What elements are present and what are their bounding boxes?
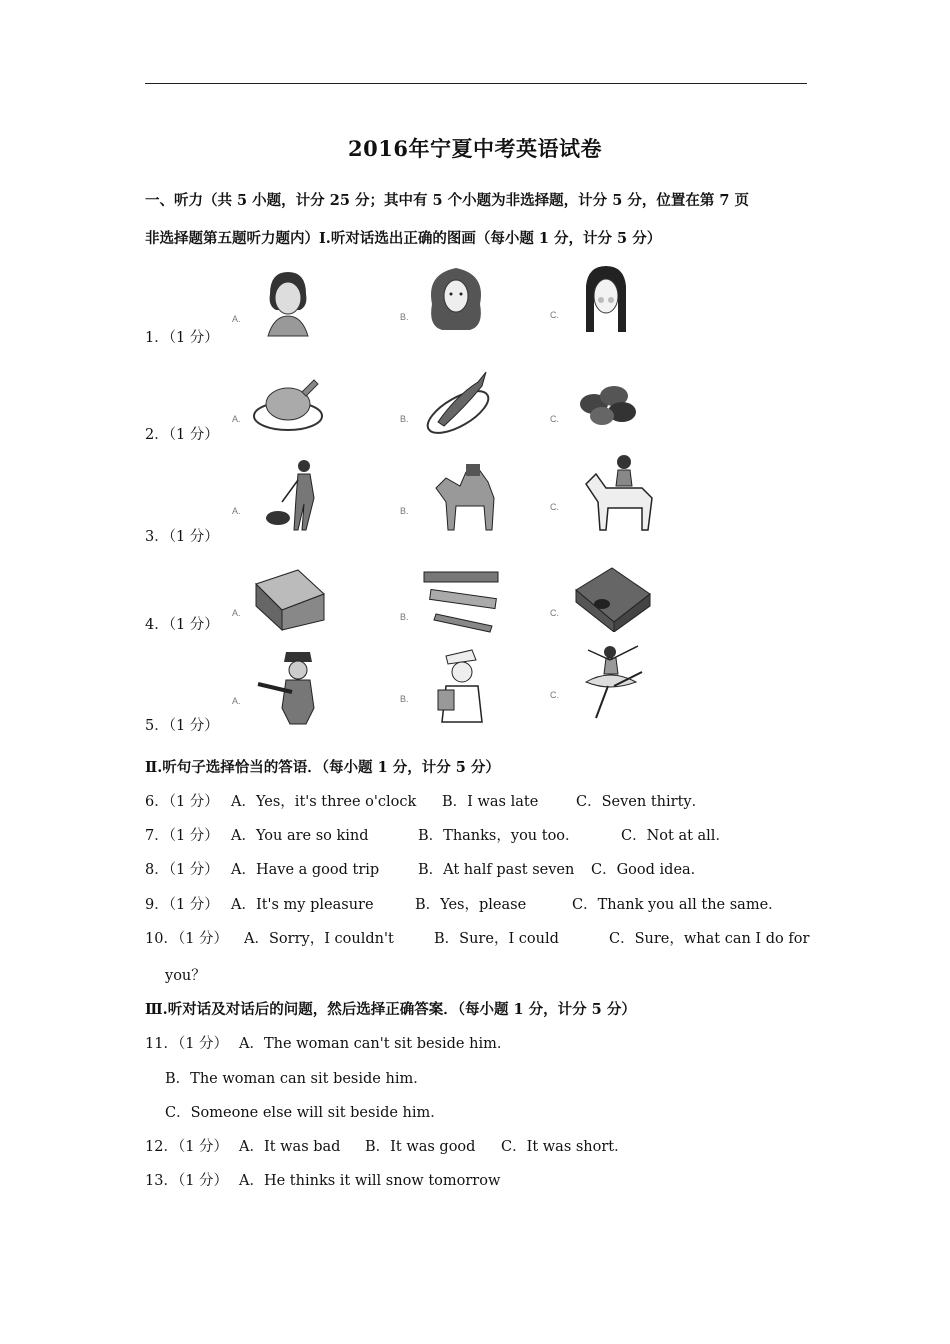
question-9-option-a[interactable]: A．It's my pleasure	[231, 897, 374, 913]
question-1-option-b[interactable]	[400, 264, 510, 342]
girl-long-hair-icon	[566, 262, 646, 334]
option-label: C.	[550, 690, 559, 700]
question-7-option-c[interactable]: C．Not at all．	[621, 828, 730, 844]
page-title: 2016年宁夏中考英语试卷	[348, 136, 602, 161]
question-4-option-b[interactable]	[400, 564, 510, 642]
question-1-option-a[interactable]	[232, 266, 342, 344]
question-7-option-a[interactable]: A．You are so kind	[231, 828, 369, 844]
question-6-option-c[interactable]: C．Seven thirty．	[576, 794, 707, 810]
question-12-number: 12．（1 分）	[145, 1139, 229, 1155]
question-6-option-b[interactable]: B．I was late	[442, 794, 539, 810]
question-4-option-c[interactable]	[550, 560, 660, 638]
question-7-option-b[interactable]: B．Thanks，you too．	[418, 828, 580, 844]
question-2-option-a[interactable]	[232, 366, 342, 444]
woman-curly-hair-icon	[416, 264, 496, 336]
question-10-option-b[interactable]: B．Sure，I could	[434, 931, 559, 947]
fish-plate-icon	[416, 366, 496, 438]
question-3-number: 3．（1 分）	[145, 529, 219, 545]
question-2-option-b[interactable]	[400, 366, 510, 444]
question-3-option-c[interactable]	[550, 454, 660, 532]
question-11-option-a[interactable]: A．The woman can't sit beside him．	[239, 1036, 512, 1052]
soldier-icon	[248, 648, 338, 726]
option-label: B.	[400, 694, 409, 704]
woman-short-hair-icon	[248, 266, 328, 338]
question-4-number: 4．（1 分）	[145, 617, 219, 633]
question-12-option-a[interactable]: A．It was bad	[239, 1139, 341, 1155]
section1-instruction-line1: 一、听力（共 5 小题，计分 25 分；其中有 5 个小题为非选择题，计分 5 分，位置在第 7 页	[145, 192, 750, 209]
question-3-option-a[interactable]	[232, 458, 342, 536]
question-6-option-a[interactable]: A．Yes，it's three o'clock	[231, 794, 417, 810]
option-label: A.	[232, 608, 241, 618]
man-walking-dog-icon	[248, 458, 348, 534]
books-icon	[248, 560, 338, 632]
question-10-option-a[interactable]: A．Sorry，I couldn't	[244, 931, 394, 947]
question-11-number: 11．（1 分）	[145, 1036, 229, 1052]
option-label: C.	[550, 502, 559, 512]
question-8-option-b[interactable]: B．At half past seven	[418, 862, 575, 878]
question-2-number: 2．（1 分）	[145, 427, 219, 443]
question-10-option-c[interactable]: C．Sure，what can I do for	[609, 931, 810, 947]
question-9-option-b[interactable]: B．Yes，please	[415, 897, 527, 913]
question-11-option-b[interactable]: B．The woman can sit beside him．	[165, 1071, 428, 1087]
question-8-number: 8．（1 分）	[145, 862, 219, 878]
option-label: B.	[400, 506, 409, 516]
roast-chicken-icon	[248, 366, 328, 438]
section1-instruction-line2: 非选择题第五题听力题内）Ⅰ.听对话选出正确的图画（每小题 1 分，计分 5 分）	[145, 230, 662, 247]
question-13-option-a[interactable]: A．He thinks it will snow tomorrow	[239, 1173, 501, 1189]
question-1-option-c[interactable]	[550, 262, 660, 340]
question-4-option-a[interactable]	[232, 560, 342, 638]
option-label: B.	[400, 612, 409, 622]
question-2-option-c[interactable]	[550, 366, 660, 444]
question-5-option-b[interactable]	[400, 646, 510, 724]
question-5-option-c[interactable]	[550, 642, 660, 720]
boy-riding-horse-icon	[566, 454, 666, 534]
question-3-option-b[interactable]	[400, 458, 510, 536]
question-6-number: 6．（1 分）	[145, 794, 219, 810]
option-label: A.	[232, 506, 241, 516]
question-1-number: 1．（1 分）	[145, 330, 219, 346]
question-7-number: 7．（1 分）	[145, 828, 219, 844]
question-8-option-c[interactable]: C．Good idea．	[591, 862, 706, 878]
question-10-option-c-continued: you？	[165, 968, 206, 984]
question-8-option-a[interactable]: A．Have a good trip	[231, 862, 380, 878]
option-label: B.	[400, 414, 409, 424]
section3-header: Ⅲ.听对话及对话后的问题，然后选择正确答案．（每小题 1 分，计分 5 分）	[145, 1001, 636, 1018]
question-5-number: 5．（1 分）	[145, 718, 219, 734]
question-9-number: 9．（1 分）	[145, 897, 219, 913]
option-label: C.	[550, 608, 559, 618]
option-label: C.	[550, 310, 559, 320]
ruler-icon	[416, 564, 506, 634]
question-13-number: 13．（1 分）	[145, 1173, 229, 1189]
header-rule	[145, 83, 807, 84]
camel-icon	[416, 458, 516, 534]
option-label: A.	[232, 314, 241, 324]
option-label: B.	[400, 312, 409, 322]
option-label: A.	[232, 414, 241, 424]
pencil-sharpener-icon	[566, 560, 656, 632]
question-10-number: 10．（1 分）	[145, 931, 229, 947]
eggs-icon	[566, 366, 646, 438]
nurse-icon	[416, 646, 506, 724]
dancer-icon	[566, 642, 666, 722]
question-12-option-c[interactable]: C．It was short．	[501, 1139, 629, 1155]
question-12-option-b[interactable]: B．It was good	[365, 1139, 476, 1155]
option-label: A.	[232, 696, 241, 706]
section2-header: Ⅱ.听句子选择恰当的答语．（每小题 1 分，计分 5 分）	[145, 759, 500, 776]
question-5-option-a[interactable]	[232, 648, 342, 726]
question-11-option-c[interactable]: C．Someone else will sit beside him．	[165, 1105, 445, 1121]
option-label: C.	[550, 414, 559, 424]
question-9-option-c[interactable]: C．Thank you all the same．	[572, 897, 783, 913]
